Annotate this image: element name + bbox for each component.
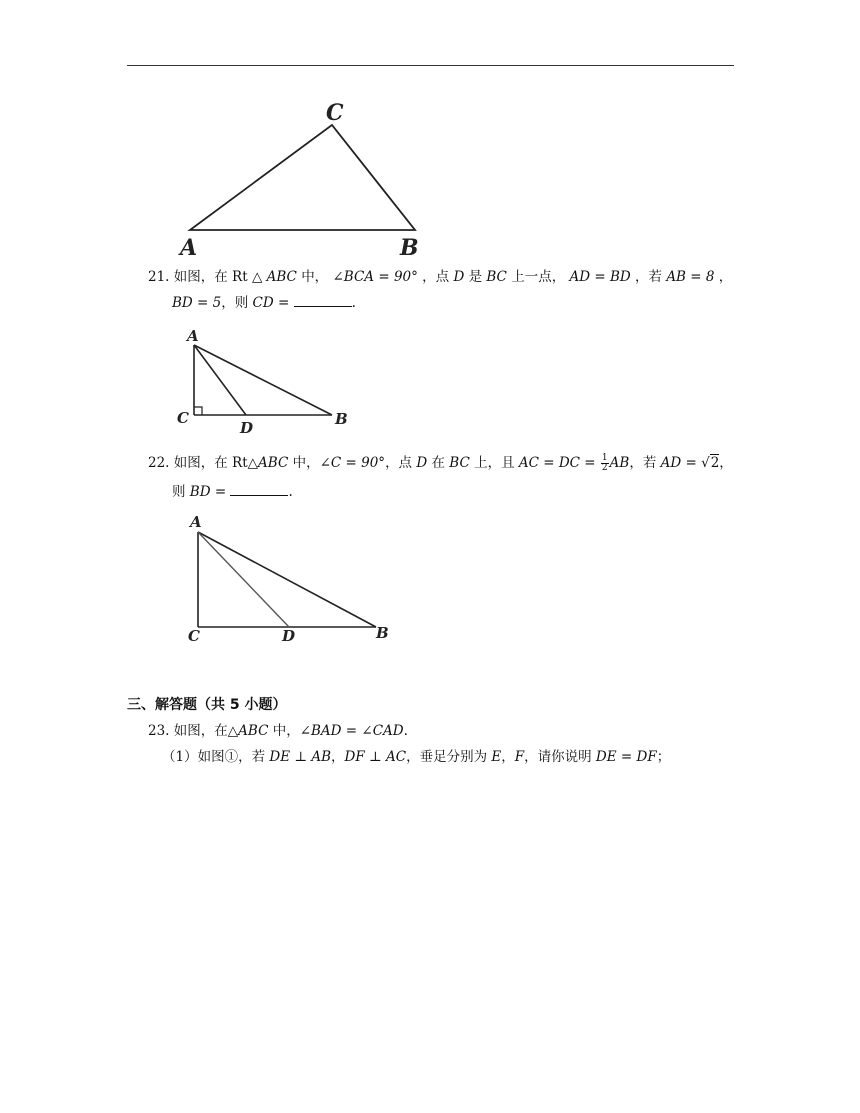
q21-text-13: AB = 8 bbox=[666, 269, 715, 285]
q22-label-a: A bbox=[190, 513, 202, 531]
q21-text-11: AD = BD bbox=[569, 269, 631, 285]
q21-text-2: △ bbox=[251, 269, 263, 285]
q23-text-2: 中， bbox=[268, 723, 300, 739]
q23-de-eq-df: DE = DF bbox=[595, 749, 657, 765]
q23-df-perp-ac: DF ⊥ AC bbox=[344, 749, 407, 765]
q21-text-4: 中， bbox=[301, 269, 329, 285]
q21-label-a: A bbox=[187, 327, 199, 345]
q22-frac-denominator: 2 bbox=[601, 463, 608, 473]
q21-label-b: B bbox=[335, 410, 348, 428]
q21-label-d: D bbox=[240, 419, 254, 437]
q22-triangle-symbol: △ bbox=[247, 455, 259, 471]
q23-part1-text-3: ，垂足分别为 bbox=[406, 749, 492, 765]
header-rule bbox=[127, 65, 734, 66]
q22-label-b: B bbox=[376, 624, 389, 642]
q21-text-3: ABC bbox=[266, 269, 297, 285]
q21-text-10: 上一点， bbox=[511, 269, 566, 285]
q22-segment-ad bbox=[198, 532, 289, 627]
q21-text-5: ∠BCA = 90° bbox=[332, 269, 418, 285]
q22-ab: AB bbox=[609, 455, 630, 471]
q21-text-then: ，则 bbox=[221, 295, 253, 311]
q23-part1-text-1: （1）如图①，若 bbox=[162, 749, 270, 765]
q21-bd-value: BD = 5 bbox=[172, 295, 222, 311]
q22-equation: AC = DC = bbox=[518, 455, 600, 471]
q22-answer-blank[interactable] bbox=[230, 483, 288, 496]
q22-text-1: 22. 如图，在 Rt bbox=[148, 455, 248, 471]
q22-bd-label: BD = bbox=[189, 484, 231, 500]
q23-triangle-symbol: △ bbox=[227, 723, 239, 739]
q21-text-7: D bbox=[453, 269, 465, 285]
q22-sqrt-radicand: 2 bbox=[710, 455, 720, 471]
q21-line1 bbox=[148, 268, 732, 286]
triangle-abc-shape bbox=[190, 125, 415, 230]
q22-line1 bbox=[148, 454, 733, 473]
q22-ad-label: AD = √ bbox=[660, 455, 710, 471]
q23-part1-text-5: ，请你说明 bbox=[524, 749, 596, 765]
q22-fraction bbox=[601, 454, 609, 473]
figure-triangle-abc bbox=[170, 95, 430, 265]
q23-point-f: F bbox=[514, 749, 525, 765]
q23-text-1: 23. 如图，在 bbox=[148, 723, 228, 739]
q23-angle-equation: ∠BAD = ∠CAD bbox=[299, 723, 404, 739]
q21-period: . bbox=[351, 295, 356, 311]
q21-text-1: 21. 如图，在 Rt bbox=[148, 269, 248, 285]
q23-part1-text-2: ， bbox=[331, 749, 345, 765]
q21-label-c: C bbox=[177, 409, 189, 427]
q23-line1 bbox=[148, 722, 408, 740]
q22-segment-ab bbox=[198, 532, 376, 627]
q21-right-angle-mark bbox=[194, 407, 202, 415]
q22-text-4: 在 bbox=[427, 455, 450, 471]
q22-text-5: 上，且 bbox=[469, 455, 519, 471]
q21-text-6: ，点 bbox=[422, 269, 454, 285]
q21-text-8: 是 bbox=[468, 269, 487, 285]
q22-text-3: ，点 bbox=[385, 455, 417, 471]
q23-de-perp-ab: DE ⊥ AB bbox=[269, 749, 332, 765]
q21-text-14: ， bbox=[718, 269, 733, 285]
q21-cd-label: CD = bbox=[252, 295, 294, 311]
q22-segment-bc: BC bbox=[449, 455, 470, 471]
q23-part1-text-6: ； bbox=[656, 749, 671, 765]
q23-period: . bbox=[403, 723, 408, 739]
q22-period: . bbox=[288, 484, 293, 500]
label-a: A bbox=[180, 235, 198, 261]
q21-line2 bbox=[172, 294, 356, 312]
q21-text-12: ，若 bbox=[635, 269, 667, 285]
label-b: B bbox=[400, 235, 419, 261]
q21-segment-ab bbox=[194, 345, 332, 415]
figure-q21 bbox=[170, 325, 360, 440]
q22-text-7: ， bbox=[719, 455, 733, 471]
q23-part1 bbox=[162, 748, 670, 766]
q23-abc: ABC bbox=[238, 723, 269, 739]
q22-text-6: ，若 bbox=[629, 455, 661, 471]
q22-frac-numerator: 1 bbox=[601, 453, 608, 463]
figure-q22 bbox=[180, 510, 395, 650]
q22-label-c: C bbox=[188, 627, 200, 645]
q23-point-e: E bbox=[491, 749, 502, 765]
q22-text-2: 中， bbox=[288, 455, 320, 471]
section-3-heading: 三、解答题（共 5 小题） bbox=[127, 697, 287, 713]
q22-point-d: D bbox=[416, 455, 428, 471]
q22-label-d: D bbox=[282, 627, 296, 645]
q21-text-9: BC bbox=[486, 269, 507, 285]
q22-text-abc: ABC bbox=[258, 455, 289, 471]
q21-segment-ad bbox=[194, 345, 246, 415]
q22-line2 bbox=[172, 483, 293, 501]
q21-answer-blank[interactable] bbox=[294, 294, 352, 307]
q22-text-then: 则 bbox=[172, 484, 190, 500]
q22-angle-c: ∠C = 90° bbox=[319, 455, 386, 471]
label-c: C bbox=[326, 100, 344, 126]
q23-part1-text-4: ， bbox=[501, 749, 515, 765]
